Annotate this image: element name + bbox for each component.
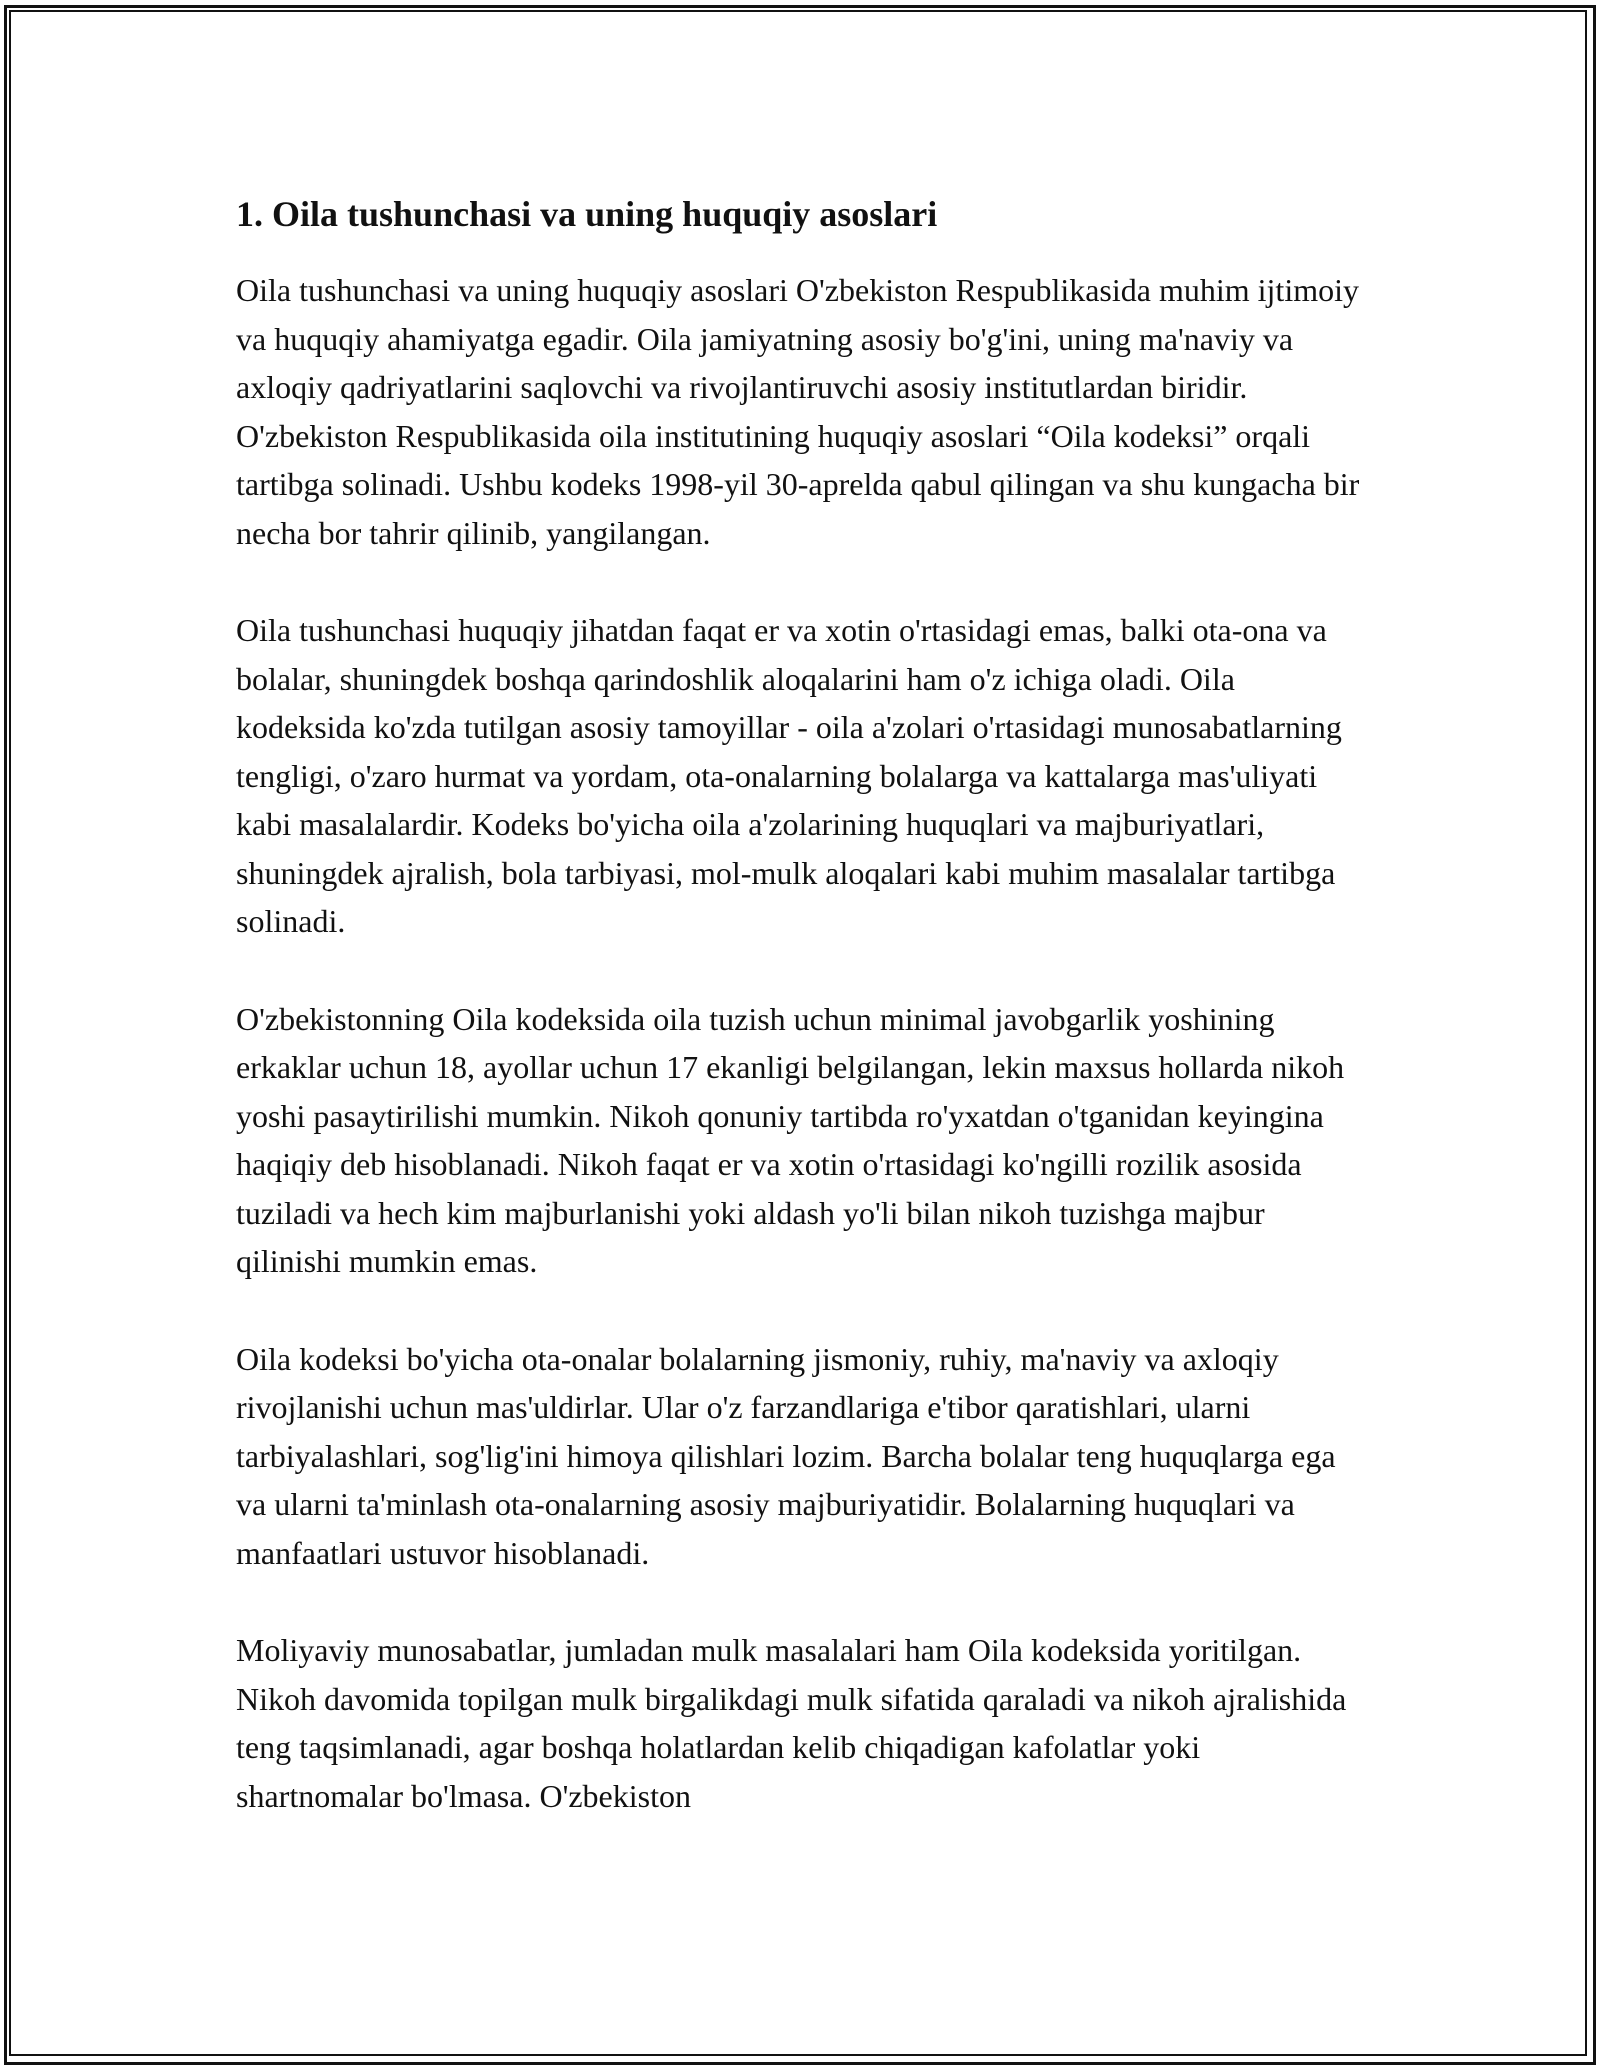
paragraph-1: Oila tushunchasi va uning huquqiy asoslari O'zbekiston Respublikasida muhim ijtimoiy va huquqiy ahamiyatga egadir. Oila jamiyatning asosiy bo'g'ini, uning ma'naviy va axloqiy qadriyatlarini saqlovchi va rivojlantiruvchi asosiy institutlardan biridir. O'zbekiston Respublikasida oila institutining huquqiy asoslari “Oila kodeksi” orqali tartibga solinadi. Ushbu kodeks 1998-yil 30-aprelda qabul qilingan va shu kungacha bir necha bor tahrir qilinib, yangilangan. xyxy=(236,272,1360,551)
paragraph-3: O'zbekistonning Oila kodeksida oila tuzish uchun minimal javobgarlik yoshining erkaklar uchun 18, ayollar uchun 17 ekanligi belgilangan, lekin maxsus hollarda nikoh yoshi pasaytirilishi mumkin. Nikoh qonuniy tartibda ro'yxatdan o'tganidan keyingina haqiqiy deb hisoblanadi. Nikoh faqat er va xotin o'rtasidagi ko'ngilli rozilik asosida tuziladi va hech kim majburlanishi yoki aldash yo'li bilan nikoh tuzishga majbur qilinishi mumkin emas. xyxy=(236,1000,1345,1279)
paragraph-5: Moliyaviy munosabatlar, jumladan mulk masalalari ham Oila kodeksida yoritilgan. Nikoh davomida topilgan mulk birgalikdagi mulk sifatida qaraladi va nikoh ajralishida teng taqsimlanadi, agar boshqa holatlardan kelib chiqadigan kafolatlar yoki shartnomalar bo'lmasa. O'zbekiston xyxy=(236,1632,1347,1814)
paragraph-4: Oila kodeksi bo'yicha ota-onalar bolalarning jismoniy, ruhiy, ma'naviy va axloqiy rivojlanishi uchun mas'uldirlar. Ular o'z farzandlariga e'tibor qaratishlari, ularni tarbiyalashlari, sog'lig'ini himoya qilishlari lozim. Barcha bolalar teng huquqlarga ega va ularni ta'minlash ota-onalarning asosiy majburiyatidir. Bolalarning huquqlari va manfaatlari ustuvor hisoblanadi. xyxy=(236,1340,1336,1571)
paragraph-2: Oila tushunchasi huquqiy jihatdan faqat er va xotin o'rtasidagi emas, balki ota-ona va bolalar, shuningdek boshqa qarindoshlik aloqalarini ham o'z ichiga oladi. Oila kodeksida ko'zda tutilgan asosiy tamoyillar - oila a'zolari o'rtasidagi munosabatlarning tengligi, o'zaro hurmat va yordam, ota-onalarning bolalarga va kattalarga mas'uliyati kabi masalalardir. Kodeks bo'yicha oila a'zolarining huquqlari va majburiyatlari, shuningdek ajralish, bola tarbiyasi, mol-mulk aloqalari kabi muhim masalalar tartibga solinadi. xyxy=(236,612,1342,939)
document-body xyxy=(236,186,1366,1869)
section-heading: 1. Oila tushunchasi va uning huquqiy asoslari xyxy=(236,194,938,234)
